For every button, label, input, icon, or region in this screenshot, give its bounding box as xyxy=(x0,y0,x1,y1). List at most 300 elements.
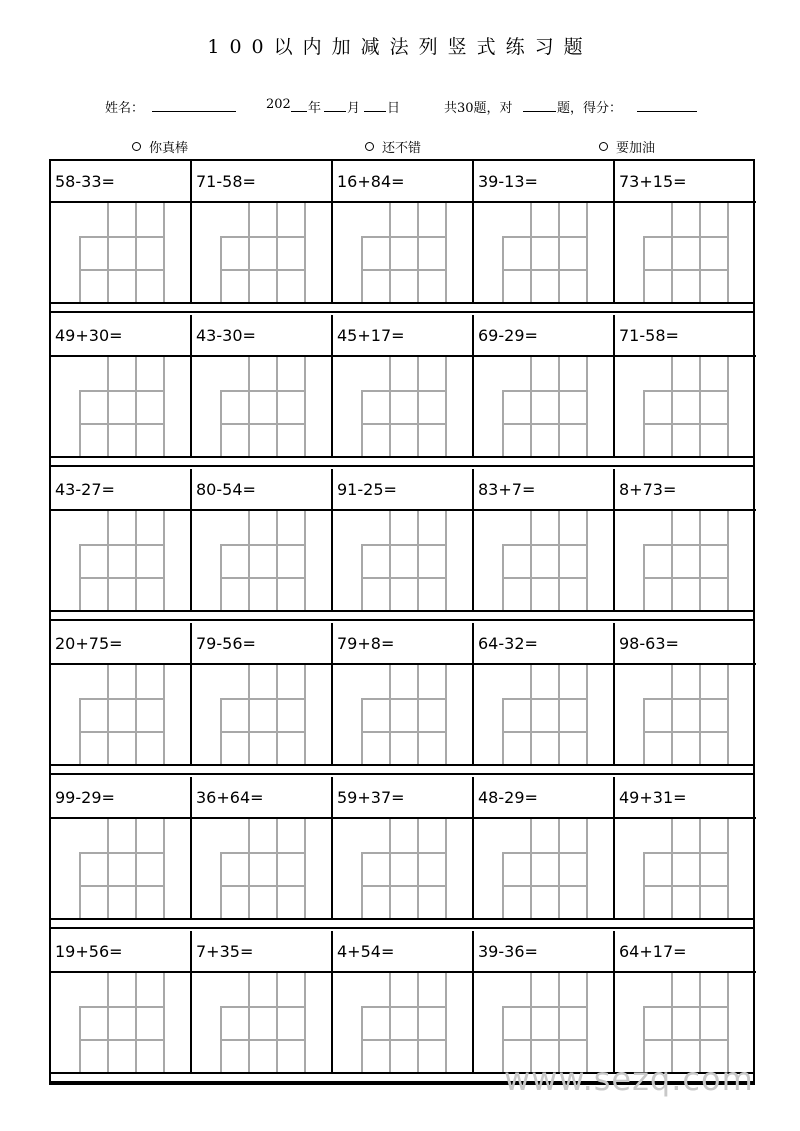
problem-row xyxy=(51,931,753,1074)
problem-cell xyxy=(474,161,615,302)
grid-line xyxy=(79,731,164,733)
vertical-calc-grid[interactable] xyxy=(474,973,613,1072)
grid-line xyxy=(79,390,164,392)
grid-line xyxy=(361,1006,446,1008)
grid-line xyxy=(530,819,532,918)
grid-line xyxy=(671,511,673,610)
grid-line xyxy=(276,357,278,456)
day-blank[interactable] xyxy=(364,97,386,116)
vertical-calc-grid[interactable] xyxy=(192,203,331,302)
grid-line xyxy=(530,973,532,1072)
grid-line xyxy=(304,203,306,302)
grid-line xyxy=(445,973,447,1072)
self-rating xyxy=(0,137,800,157)
grid-line xyxy=(248,203,250,302)
problem-text: 83+7= xyxy=(474,469,613,511)
problem-row xyxy=(51,623,753,766)
grid-line xyxy=(79,885,164,887)
problem-cell xyxy=(333,469,474,610)
grid-line xyxy=(502,236,504,302)
problem-text: 4+54= xyxy=(333,931,472,973)
grid-line xyxy=(643,577,728,579)
grid-line xyxy=(389,973,391,1072)
vertical-calc-grid[interactable] xyxy=(333,665,472,764)
grid-line xyxy=(107,203,109,302)
problem-text: 48-29= xyxy=(474,777,613,819)
year-prefix: 202 xyxy=(266,97,291,112)
grid-line xyxy=(643,544,645,610)
grid-line xyxy=(163,511,165,610)
grid-line xyxy=(276,665,278,764)
name-blank[interactable] xyxy=(152,97,236,116)
grid-line xyxy=(79,1006,164,1008)
problem-text: 59+37= xyxy=(333,777,472,819)
grid-line xyxy=(445,819,447,918)
grid-line xyxy=(361,544,363,610)
rating-option[interactable] xyxy=(599,137,655,156)
grid-line xyxy=(79,544,81,610)
grid-line xyxy=(643,885,728,887)
grid-line xyxy=(643,269,728,271)
grid-line xyxy=(445,203,447,302)
grid-line xyxy=(558,819,560,918)
grid-line xyxy=(276,973,278,1072)
circle-icon[interactable] xyxy=(365,142,374,151)
rating-label: 还不错 xyxy=(382,141,422,156)
grid-line xyxy=(727,973,729,1072)
problem-cell xyxy=(474,777,615,918)
grid-line xyxy=(643,423,728,425)
problem-cell xyxy=(192,469,333,610)
grid-line xyxy=(135,203,137,302)
grid-line xyxy=(586,665,588,764)
grid-line xyxy=(276,203,278,302)
problem-text: 79-56= xyxy=(192,623,331,665)
grid-line xyxy=(502,544,587,546)
grid-line xyxy=(135,973,137,1072)
grid-line xyxy=(417,973,419,1072)
problem-text: 45+17= xyxy=(333,315,472,357)
grid-line xyxy=(671,203,673,302)
score-label: 题，得分： xyxy=(557,101,623,116)
problem-cell xyxy=(192,161,333,302)
grid-line xyxy=(643,1039,728,1041)
grid-line xyxy=(502,236,587,238)
problem-cell xyxy=(192,623,333,764)
problem-text: 99-29= xyxy=(51,777,190,819)
exercise-sheet xyxy=(49,159,755,1085)
grid-line xyxy=(643,236,728,238)
grid-line xyxy=(671,973,673,1072)
grid-line xyxy=(248,357,250,456)
problem-text: 8+73= xyxy=(615,469,756,511)
vertical-calc-grid[interactable] xyxy=(615,511,754,610)
grid-line xyxy=(643,698,645,764)
vertical-calc-grid[interactable] xyxy=(474,511,613,610)
grid-line xyxy=(417,203,419,302)
problem-text: 16+84= xyxy=(333,161,472,203)
problem-cell xyxy=(51,161,192,302)
grid-line xyxy=(107,665,109,764)
problem-text: 49+30= xyxy=(51,315,190,357)
correct-blank[interactable] xyxy=(523,97,556,116)
grid-line xyxy=(671,357,673,456)
grid-line xyxy=(220,269,305,271)
grid-line xyxy=(643,544,728,546)
grid-line xyxy=(389,665,391,764)
year-label: 年 xyxy=(308,101,322,116)
vertical-calc-grid[interactable] xyxy=(474,357,613,456)
grid-line xyxy=(135,511,137,610)
grid-line xyxy=(107,357,109,456)
problem-row xyxy=(51,777,753,920)
grid-line xyxy=(699,973,701,1072)
grid-line xyxy=(107,973,109,1072)
vertical-calc-grid[interactable] xyxy=(51,511,190,610)
problem-cell xyxy=(615,161,756,302)
grid-line xyxy=(163,665,165,764)
grid-line xyxy=(79,852,164,854)
grid-line xyxy=(135,819,137,918)
grid-line xyxy=(163,819,165,918)
grid-line xyxy=(163,357,165,456)
grid-line xyxy=(79,698,81,764)
year-blank[interactable] xyxy=(291,97,307,116)
problem-row xyxy=(51,315,753,458)
grid-line xyxy=(417,665,419,764)
grid-line xyxy=(502,390,587,392)
problem-text: 71-58= xyxy=(615,315,756,357)
grid-line xyxy=(389,357,391,456)
problem-text: 39-13= xyxy=(474,161,613,203)
problem-text: 98-63= xyxy=(615,623,756,665)
grid-line xyxy=(107,511,109,610)
circle-icon[interactable] xyxy=(599,142,608,151)
vertical-calc-grid[interactable] xyxy=(333,357,472,456)
vertical-calc-grid[interactable] xyxy=(333,819,472,918)
grid-line xyxy=(361,1006,363,1072)
row-separator xyxy=(51,458,753,467)
grid-line xyxy=(79,390,81,456)
row-separator xyxy=(51,766,753,775)
grid-line xyxy=(445,511,447,610)
grid-line xyxy=(586,819,588,918)
grid-line xyxy=(643,698,728,700)
grid-line xyxy=(361,852,446,854)
problem-text: 64+17= xyxy=(615,931,756,973)
grid-line xyxy=(699,357,701,456)
vertical-calc-grid[interactable] xyxy=(474,819,613,918)
grid-line xyxy=(276,511,278,610)
vertical-calc-grid[interactable] xyxy=(51,357,190,456)
grid-line xyxy=(502,852,504,918)
rating-option[interactable] xyxy=(365,137,421,156)
grid-line xyxy=(558,665,560,764)
vertical-calc-grid[interactable] xyxy=(615,819,754,918)
grid-line xyxy=(361,390,446,392)
vertical-calc-grid[interactable] xyxy=(474,203,613,302)
grid-line xyxy=(586,203,588,302)
grid-line xyxy=(220,731,305,733)
grid-line xyxy=(304,973,306,1072)
grid-line xyxy=(502,852,587,854)
grid-line xyxy=(361,698,446,700)
vertical-calc-grid[interactable] xyxy=(615,973,754,1072)
problem-cell xyxy=(51,931,192,1072)
grid-line xyxy=(79,236,81,302)
grid-line xyxy=(361,885,446,887)
grid-line xyxy=(643,852,645,918)
grid-line xyxy=(220,577,305,579)
vertical-calc-grid[interactable] xyxy=(51,819,190,918)
problem-cell xyxy=(333,623,474,764)
problem-cell xyxy=(474,315,615,456)
grid-line xyxy=(389,203,391,302)
problem-cell xyxy=(474,469,615,610)
problem-text: 71-58= xyxy=(192,161,331,203)
problem-cell xyxy=(333,777,474,918)
problem-cell xyxy=(192,777,333,918)
grid-line xyxy=(502,423,587,425)
problem-text: 36+64= xyxy=(192,777,331,819)
grid-line xyxy=(445,665,447,764)
vertical-calc-grid[interactable] xyxy=(51,665,190,764)
grid-line xyxy=(107,819,109,918)
vertical-calc-grid[interactable] xyxy=(474,665,613,764)
grid-line xyxy=(417,511,419,610)
problem-cell xyxy=(192,315,333,456)
vertical-calc-grid[interactable] xyxy=(192,973,331,1072)
grid-line xyxy=(220,1039,305,1041)
problem-row xyxy=(51,469,753,612)
grid-line xyxy=(727,357,729,456)
grid-line xyxy=(220,544,305,546)
grid-line xyxy=(220,852,305,854)
grid-line xyxy=(79,236,164,238)
problem-cell xyxy=(51,623,192,764)
grid-line xyxy=(502,698,504,764)
grid-line xyxy=(163,203,165,302)
rating-label: 你真棒 xyxy=(149,141,189,156)
grid-line xyxy=(248,665,250,764)
grid-line xyxy=(643,390,728,392)
grid-line xyxy=(79,698,164,700)
grid-line xyxy=(558,357,560,456)
grid-line xyxy=(530,511,532,610)
grid-line xyxy=(671,819,673,918)
row-separator xyxy=(51,920,753,929)
grid-line xyxy=(417,819,419,918)
grid-line xyxy=(727,819,729,918)
grid-line xyxy=(135,357,137,456)
problem-text: 19+56= xyxy=(51,931,190,973)
score-blank[interactable] xyxy=(637,97,697,116)
grid-line xyxy=(586,511,588,610)
grid-line xyxy=(502,269,587,271)
vertical-calc-grid[interactable] xyxy=(51,203,190,302)
grid-line xyxy=(220,1006,222,1072)
grid-line xyxy=(699,203,701,302)
grid-line xyxy=(361,1039,446,1041)
vertical-calc-grid[interactable] xyxy=(192,819,331,918)
grid-line xyxy=(502,1006,587,1008)
problem-text: 49+31= xyxy=(615,777,756,819)
problem-cell xyxy=(615,931,756,1072)
student-info-line xyxy=(0,97,800,117)
grid-line xyxy=(643,852,728,854)
problem-text: 20+75= xyxy=(51,623,190,665)
grid-line xyxy=(558,973,560,1072)
grid-line xyxy=(220,698,222,764)
grid-line xyxy=(79,423,164,425)
grid-line xyxy=(699,819,701,918)
grid-line xyxy=(389,511,391,610)
grid-line xyxy=(361,236,446,238)
grid-line xyxy=(361,698,363,764)
grid-line xyxy=(220,698,305,700)
grid-line xyxy=(135,665,137,764)
grid-line xyxy=(389,819,391,918)
grid-line xyxy=(361,731,446,733)
grid-line xyxy=(727,665,729,764)
grid-line xyxy=(248,973,250,1072)
vertical-calc-grid[interactable] xyxy=(192,665,331,764)
grid-line xyxy=(163,973,165,1072)
grid-line xyxy=(502,544,504,610)
problem-text: 7+35= xyxy=(192,931,331,973)
grid-line xyxy=(699,511,701,610)
problem-text: 73+15= xyxy=(615,161,756,203)
vertical-calc-grid[interactable] xyxy=(615,203,754,302)
grid-line xyxy=(79,1039,164,1041)
grid-line xyxy=(643,390,645,456)
problem-cell xyxy=(51,777,192,918)
grid-line xyxy=(558,511,560,610)
circle-icon[interactable] xyxy=(132,142,141,151)
vertical-calc-grid[interactable] xyxy=(333,511,472,610)
grid-line xyxy=(248,819,250,918)
problem-cell xyxy=(615,777,756,918)
problem-cell xyxy=(333,931,474,1072)
grid-line xyxy=(220,390,222,456)
problem-text: 80-54= xyxy=(192,469,331,511)
vertical-calc-grid[interactable] xyxy=(192,357,331,456)
grid-line xyxy=(727,511,729,610)
problem-cell xyxy=(333,315,474,456)
grid-line xyxy=(304,819,306,918)
vertical-calc-grid[interactable] xyxy=(333,973,472,1072)
grid-line xyxy=(79,1006,81,1072)
grid-line xyxy=(361,577,446,579)
problem-text: 43-27= xyxy=(51,469,190,511)
grid-line xyxy=(220,544,222,610)
problem-cell xyxy=(615,623,756,764)
month-label: 月 xyxy=(347,101,361,116)
grid-line xyxy=(502,577,587,579)
problem-cell xyxy=(192,931,333,1072)
rating-option[interactable] xyxy=(132,137,188,156)
grid-line xyxy=(727,203,729,302)
grid-line xyxy=(248,511,250,610)
page-title: 100以内加减法列竖式练习题 xyxy=(207,36,593,58)
problem-text: 91-25= xyxy=(333,469,472,511)
watermark: www.sezq.com xyxy=(504,1060,754,1098)
grid-line xyxy=(220,1006,305,1008)
grid-line xyxy=(361,544,446,546)
grid-line xyxy=(502,698,587,700)
problem-text: 43-30= xyxy=(192,315,331,357)
problem-text: 64-32= xyxy=(474,623,613,665)
problem-cell xyxy=(51,315,192,456)
vertical-calc-grid[interactable] xyxy=(192,511,331,610)
grid-line xyxy=(445,357,447,456)
problem-text: 79+8= xyxy=(333,623,472,665)
grid-line xyxy=(220,852,222,918)
grid-line xyxy=(220,236,222,302)
month-blank[interactable] xyxy=(324,97,346,116)
grid-line xyxy=(558,203,560,302)
grid-line xyxy=(502,885,587,887)
grid-line xyxy=(220,423,305,425)
grid-line xyxy=(304,357,306,456)
total-label: 共30题，对 xyxy=(444,101,513,116)
grid-line xyxy=(502,1039,587,1041)
grid-line xyxy=(361,236,363,302)
row-separator xyxy=(51,612,753,621)
problem-cell xyxy=(333,161,474,302)
grid-line xyxy=(304,665,306,764)
problem-row xyxy=(51,161,753,304)
grid-line xyxy=(502,731,587,733)
grid-line xyxy=(276,819,278,918)
grid-line xyxy=(361,852,363,918)
name-label: 姓名： xyxy=(105,101,145,116)
grid-line xyxy=(304,511,306,610)
grid-line xyxy=(79,269,164,271)
grid-line xyxy=(530,203,532,302)
problem-text: 39-36= xyxy=(474,931,613,973)
grid-line xyxy=(220,390,305,392)
day-label: 日 xyxy=(387,101,401,116)
grid-line xyxy=(361,390,363,456)
problem-cell xyxy=(474,931,615,1072)
problem-text: 69-29= xyxy=(474,315,613,357)
problem-text: 58-33= xyxy=(51,161,190,203)
vertical-calc-grid[interactable] xyxy=(615,357,754,456)
grid-line xyxy=(586,973,588,1072)
grid-line xyxy=(361,269,446,271)
vertical-calc-grid[interactable] xyxy=(615,665,754,764)
grid-line xyxy=(79,544,164,546)
problem-cell xyxy=(474,623,615,764)
grid-line xyxy=(643,1006,728,1008)
vertical-calc-grid[interactable] xyxy=(51,973,190,1072)
grid-line xyxy=(79,852,81,918)
grid-line xyxy=(671,665,673,764)
rating-label: 要加油 xyxy=(616,141,656,156)
grid-line xyxy=(586,357,588,456)
grid-line xyxy=(643,731,728,733)
row-separator xyxy=(51,304,753,313)
problem-cell xyxy=(615,315,756,456)
grid-line xyxy=(502,390,504,456)
grid-line xyxy=(530,357,532,456)
problem-cell xyxy=(615,469,756,610)
vertical-calc-grid[interactable] xyxy=(333,203,472,302)
grid-line xyxy=(79,577,164,579)
grid-line xyxy=(699,665,701,764)
grid-line xyxy=(643,236,645,302)
